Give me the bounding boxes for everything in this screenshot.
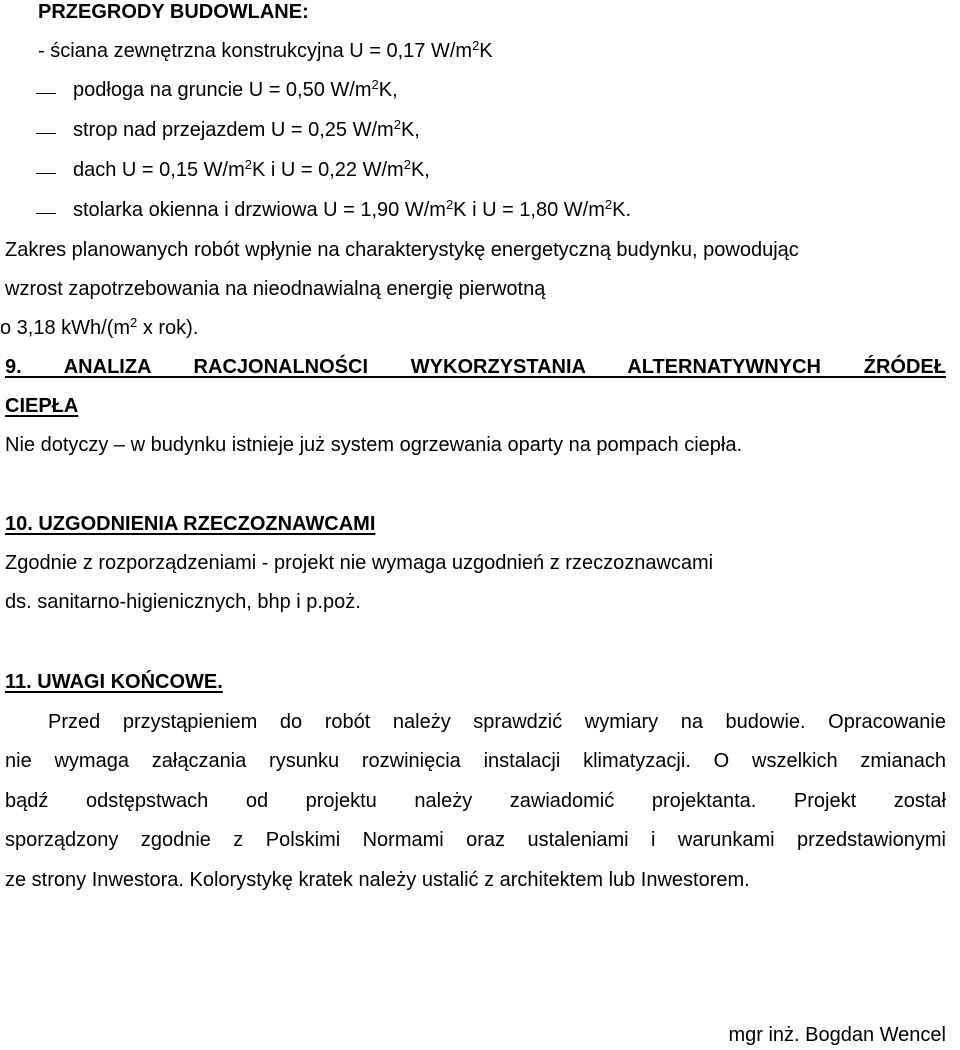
list-item-wall: - ściana zewnętrzna konstrukcyjna U = 0,17 $W/m^2K$ (38, 38, 493, 62)
section-10-title: 10. UZGODNIENIA RZECZOZNAWCAMI (5, 513, 376, 535)
dash-bullet (36, 133, 56, 134)
scope-line-1: Zakres planowanych robót wpłynie na charakterystykę energetyczną budynku, powodując (5, 239, 799, 261)
section-11-line-1: Przed przystąpieniem do robót należy sprawdzić wymiary na budowie. Opracowanie (48, 711, 946, 733)
section-11-line-5: ze strony Inwestora. Kolorystykę kratek należy ustalić z architektem lub Inwestorem. (5, 869, 750, 891)
section-11-line-3: bądź odstępstwach od projektu należy zawiadomić projektanta. Projekt został (5, 790, 946, 812)
signature: mgr inż. Bogdan Wencel (728, 1024, 946, 1046)
list-item-floor: podłoga na gruncie U = 0,50 $W/m^2K$, (73, 77, 398, 101)
section-heading: PRZEGRODY BUDOWLANE: (38, 1, 309, 23)
dash-bullet (36, 173, 56, 174)
list-item-roof: dach U = 0,15 $W/m^2K$ i U = 0,22 $W/m^2K$, (73, 157, 430, 181)
section-9-body: Nie dotyczy – w budynku istnieje już system ogrzewania oparty na pompach ciepła. (5, 434, 743, 456)
section-11-line-2: nie wymaga załączania rysunku rozwinięcia instalacji klimatyzacji. O wszelkich zmianach (5, 750, 946, 772)
section-11-title: 11. UWAGI KOŃCOWE. (5, 671, 223, 693)
section-10-line-2: ds. sanitarno-higienicznych, bhp i p.poż. (5, 591, 361, 613)
dash-bullet (36, 213, 56, 214)
list-item-ceiling: strop nad przejazdem U = 0,25 $W/m^2K$, (73, 117, 420, 141)
section-10-line-1: Zgodnie z rozporządzeniami - projekt nie wymaga uzgodnień z rzeczoznawcami (5, 552, 714, 574)
dash-bullet (36, 93, 56, 94)
list-item-joinery: stolarka okienna i drzwiowa U = 1,90 $W/m^2K$ i U = 1,80 $W/m^2K$. (73, 197, 632, 221)
section-9-title-continued: CIEPŁA (5, 395, 79, 417)
scope-line-2: wzrost zapotrzebowania na nieodnawialną energię pierwotną (5, 278, 546, 300)
section-11-line-4: sporządzony zgodnie z Polskimi Normami oraz ustaleniami i warunkami przedstawionymi (5, 829, 946, 851)
scope-line-3: o 3,18 kWh/($m^2$ x rok). (0, 315, 199, 339)
section-9-title: 9. ANALIZA RACJONALNOŚCI WYKORZYSTANIA ALTERNATYWNYCH ŹRÓDEŁ (5, 356, 946, 378)
